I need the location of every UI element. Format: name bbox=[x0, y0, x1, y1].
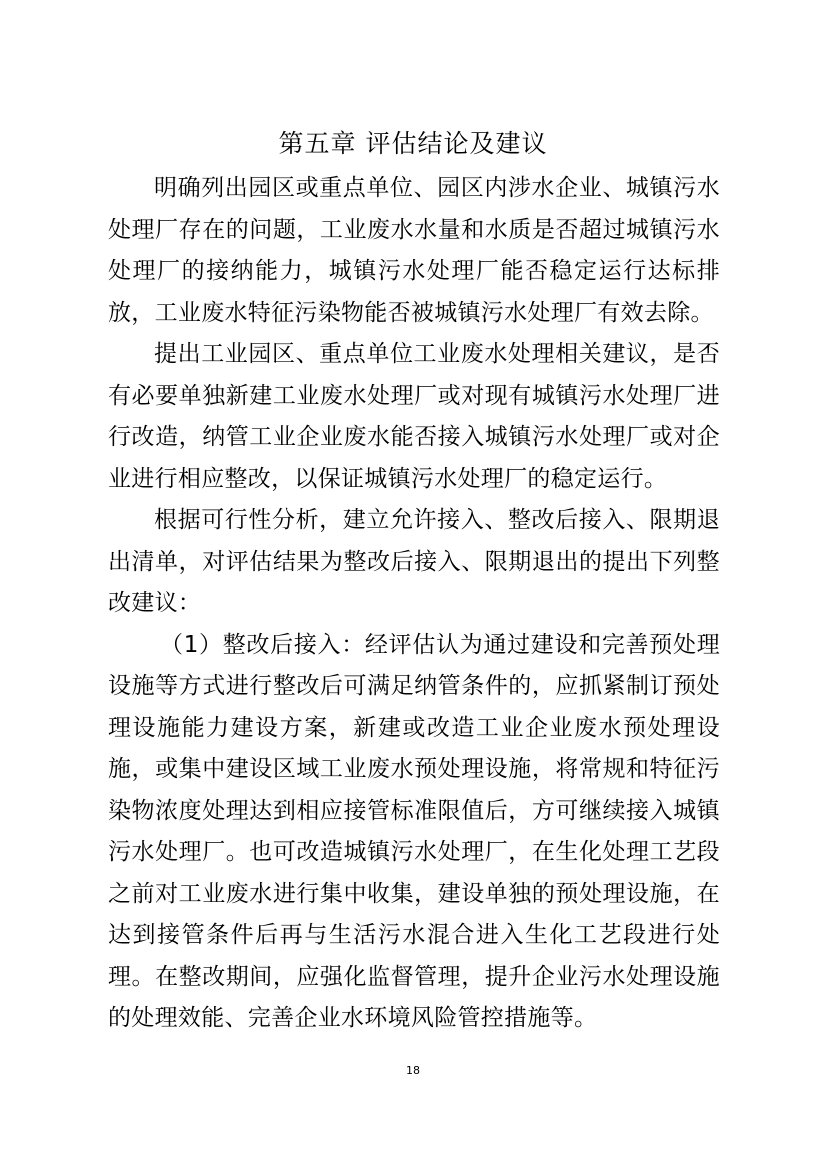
page-number: 18 bbox=[406, 1064, 420, 1077]
chapter-title: 第五章 评估结论及建议 bbox=[278, 129, 548, 158]
paragraph-problems: 明确列出园区或重点单位、园区内涉水企业、城镇污水处理厂存在的问题，工业废水水量和水质是否超过城镇污水处理厂的接纳能力，城镇污水处理厂能否稳定运行达标排放，工业废水特征污染物能否被城镇污水处理厂有效去除。 bbox=[108, 175, 720, 326]
paragraph-rectification: （1）整改后接入：经评估认为通过建设和完善预处理设施等方式进行整改后可满足纳管条件的，应抓紧制订预处理设施能力建设方案，新建或改造工业企业废水预处理设施，或集中建设区域工业废水预处理设施，将常规和特征污染物浓度处理达到相应接管标准限值后，方可继续接入城镇污水处理厂。也可改造城镇污水处理厂，在生化处理工艺段之前对工业废水进行集中收集，建设单独的预处理设施，在达到接管条件后再与生活污水混合进入生化工艺段进行处理。在整改期间，应强化监督管理，提升企业污水处理设施的处理效能、完善企业水环境风险管控措施等。 bbox=[108, 631, 720, 1031]
paragraph-feasibility: 根据可行性分析，建立允许接入、整改后接入、限期退出清单，对评估结果为整改后接入、限期退出的提出下列整改建议： bbox=[108, 507, 720, 616]
paragraph-suggestions: 提出工业园区、重点单位工业废水处理相关建议，是否有必要单独新建工业废水处理厂或对现有城镇污水处理厂进行改造，纳管工业企业废水能否接入城镇污水处理厂或对企业进行相应整改，以保证城镇污水处理厂的稳定运行。 bbox=[108, 341, 720, 492]
body-text bbox=[108, 168, 720, 1040]
